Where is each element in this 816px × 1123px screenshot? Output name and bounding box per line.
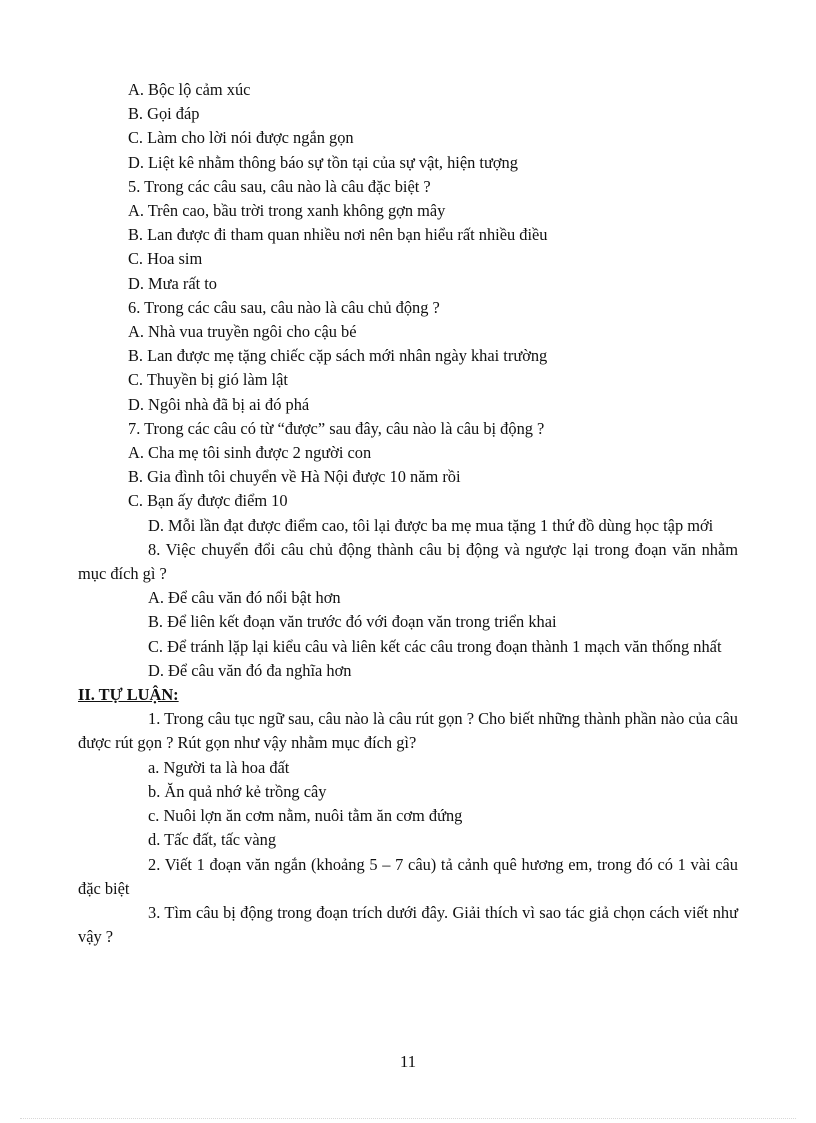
- question-text: 3. Tìm câu bị động trong đoạn trích dưới đây. Giải thích vì sao tác giả chọn: [148, 902, 646, 922]
- option-line: A. Nhà vua truyền ngôi cho cậu bé: [128, 322, 357, 342]
- question-text-cont: phần nào của câu được rút gọn ? Rút gọn như vậy nhằm mục đích gì?: [78, 709, 738, 753]
- option-line: [78, 635, 738, 659]
- essay-question: [78, 901, 738, 949]
- question-line: [78, 538, 738, 586]
- question-text-cont: văn nhằm mục đích gì ?: [78, 539, 738, 584]
- section-heading: II. TỰ LUẬN:: [78, 685, 179, 705]
- document-body: [78, 78, 738, 949]
- question-text: 8. Việc chuyển đổi câu chủ động thành câu bị động và ngược lại trong đoạn: [148, 539, 667, 559]
- option-line: D. Ngôi nhà đã bị ai đó phá: [128, 394, 310, 414]
- essay-question: [78, 853, 738, 901]
- question-line: 6. Trong các câu sau, câu nào là câu chủ động ?: [128, 297, 440, 317]
- question-text-cont: có 1 vài câu đặc biệt: [78, 854, 738, 898]
- proverb-line: c. Nuôi lợn ăn cơm nằm, nuôi tằm ăn cơm đứng: [148, 806, 463, 826]
- option-line: A. Để câu văn đó nổi bật hơn: [148, 588, 341, 608]
- question-text: 2. Viết 1 đoạn văn ngắn (khoảng 5 – 7 câu) tả cảnh quê hương em, trong đó: [148, 854, 653, 874]
- option-line: D. Liệt kê nhằm thông báo sự tồn tại của sự vật, hiện tượng: [128, 152, 518, 172]
- proverb-line: b. Ăn quả nhớ kẻ trồng cây: [148, 781, 327, 801]
- option-line: C. Làm cho lời nói được ngắn gọn: [128, 128, 354, 148]
- option-line: D. Mưa rất to: [128, 273, 217, 293]
- option-text-cont: văn thống nhất: [624, 636, 722, 656]
- option-text: D. Mỗi lần đạt được điểm cao, tôi lại được ba mẹ mua tặng 1 thứ đồ dùng: [148, 515, 632, 535]
- option-line: C. Hoa sim: [128, 249, 203, 269]
- option-line: A. Trên cao, bầu trời trong xanh không gợn mây: [128, 201, 446, 221]
- option-line: B. Lan được đi tham quan nhiều nơi nên bạn hiểu rất nhiều điều: [128, 225, 548, 245]
- page-number: 11: [399, 1052, 417, 1071]
- option-line: D. Để câu văn đó đa nghĩa hơn: [148, 660, 352, 680]
- option-text-cont: học tập mới: [635, 515, 714, 535]
- question-line: 7. Trong các câu có từ “được” sau đây, câu nào là câu bị động ?: [128, 418, 545, 438]
- option-text: C. Để tránh lặp lại kiểu câu và liên kết các câu trong đoạn thành 1 mạch: [148, 636, 620, 656]
- essay-question: [78, 707, 738, 755]
- option-line: B. Gia đình tôi chuyển về Hà Nội được 10 năm rồi: [128, 467, 461, 487]
- proverb-line: a. Người ta là hoa đất: [148, 757, 290, 777]
- option-line: [78, 514, 738, 538]
- option-line: A. Cha mẹ tôi sinh được 2 người con: [128, 443, 372, 463]
- option-line: B. Để liên kết đoạn văn trước đó với đoạn văn trong triển khai: [148, 612, 557, 632]
- option-line: C. Bạn ấy được điểm 10: [128, 491, 288, 511]
- option-line: C. Thuyền bị gió làm lật: [128, 370, 288, 390]
- question-text: 1. Trong câu tục ngữ sau, câu nào là câu rút gọn ? Cho biết những thành: [148, 709, 621, 729]
- proverb-line: d. Tấc đất, tấc vàng: [148, 830, 277, 850]
- question-text-cont: cách viết như vậy ?: [78, 902, 738, 947]
- question-line: 5. Trong các câu sau, câu nào là câu đặc biệt ?: [128, 176, 431, 196]
- option-line: B. Gọi đáp: [128, 104, 200, 124]
- footer-divider: [20, 1118, 796, 1119]
- option-line: A. Bộc lộ cảm xúc: [128, 80, 251, 99]
- option-line: B. Lan được mẹ tặng chiếc cặp sách mới nhân ngày khai trường: [128, 346, 548, 366]
